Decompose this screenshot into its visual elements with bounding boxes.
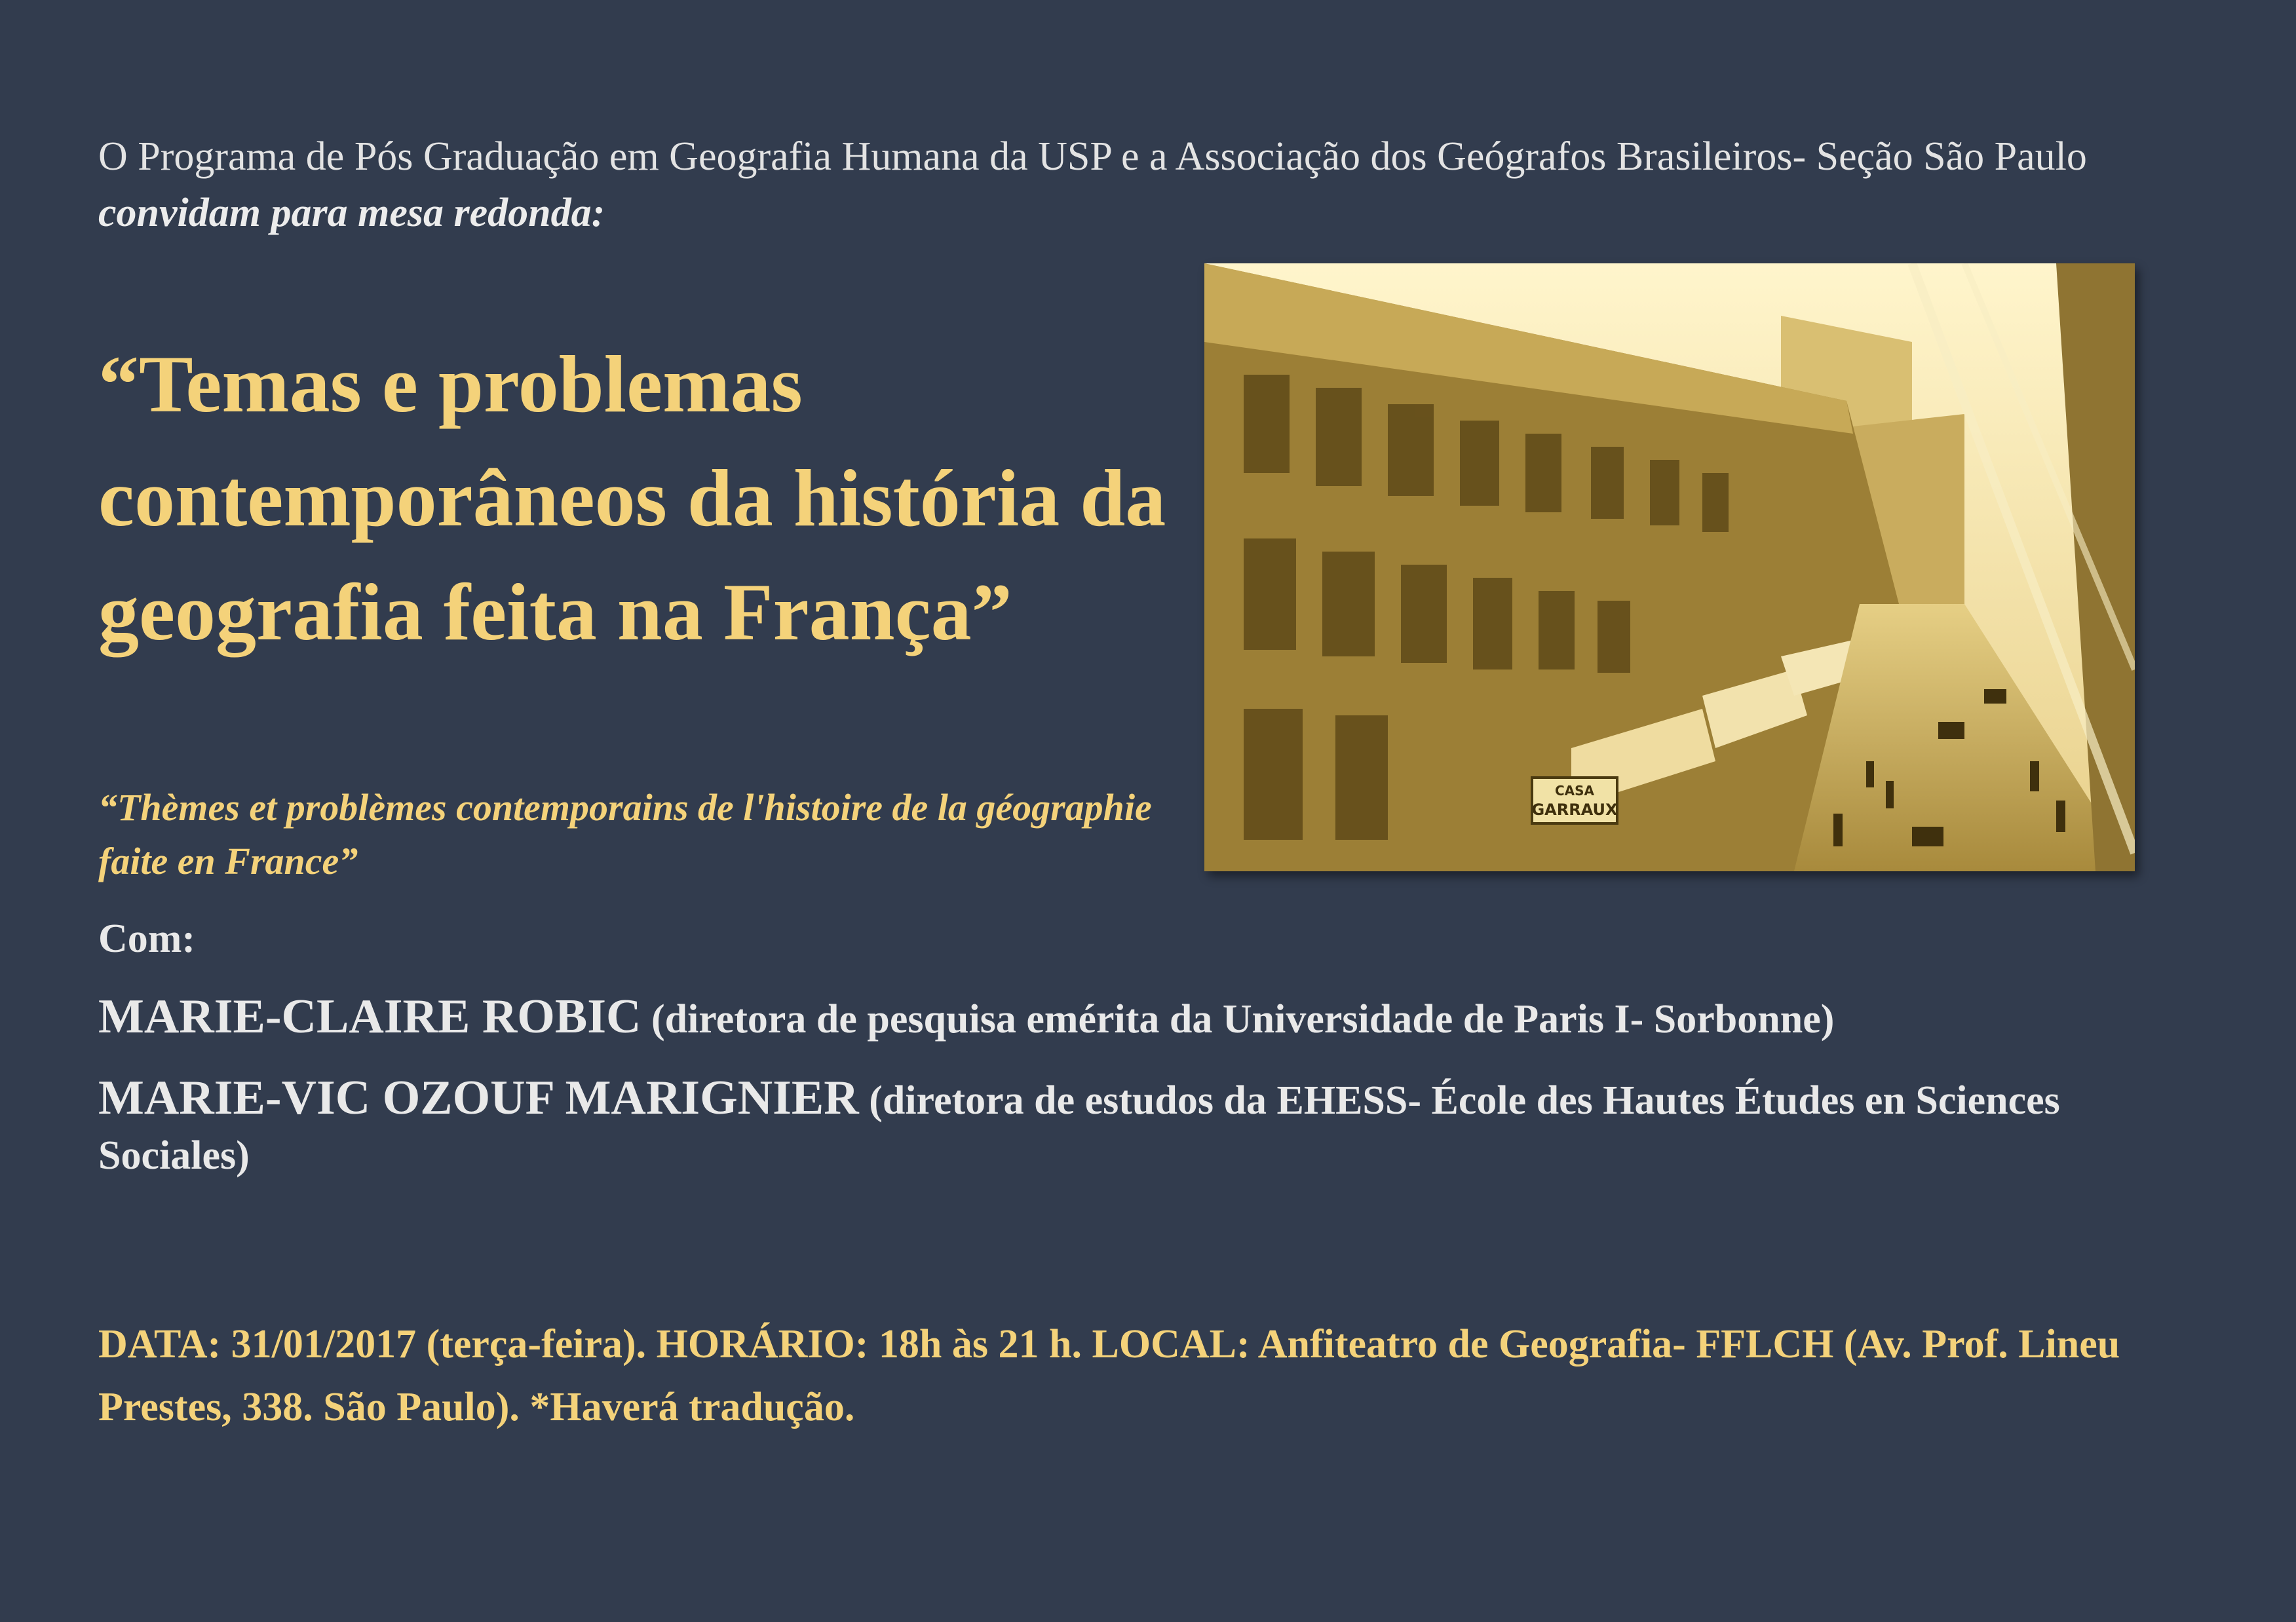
event-title: “Temas e problemas contemporâneos da história da geografia feita na França” <box>98 339 1166 657</box>
speaker-role: (diretora de pesquisa emérita da Universidade de Paris I- Sorbonne) <box>651 997 1835 1042</box>
invite-text: convidam para mesa redonda: <box>98 191 605 235</box>
event-details: DATA: 31/01/2017 (terça-feira). HORÁRIO: 18h às 21 h. LOCAL: Anfiteatro de Geografia- FFLCH (Av. Prof. Lineu Prestes, 338. São Paulo). *Haverá tradução. <box>98 1322 2120 1429</box>
speaker-name: MARIE-CLAIRE ROBIC <box>98 990 641 1044</box>
street-scene-illustration <box>1204 263 2135 871</box>
intro-paragraph <box>98 128 2215 241</box>
historic-street-photo <box>1204 263 2135 871</box>
shop-sign <box>1531 778 1618 823</box>
speaker-entry <box>98 989 2215 1047</box>
speaker-list <box>98 989 2215 1207</box>
speaker-name: MARIE-VIC OZOUF MARIGNIER <box>98 1071 859 1125</box>
speaker-entry <box>98 1070 2215 1183</box>
shop-sign-line1: CASA <box>1554 783 1595 799</box>
intro-text: O Programa de Pós Graduação em Geografia Humana da USP e a Associação dos Geógrafos Brasileiros- Seção São Paulo <box>98 134 2087 179</box>
event-subtitle-french: “Thèmes et problèmes contemporains de l'histoire de la géographie faite en France” <box>98 786 1152 882</box>
com-label: Com: <box>98 916 196 961</box>
shop-sign-line2: GARRAUX <box>1531 801 1618 819</box>
speaker-role: (diretora de estudos da EHESS- École des Hautes Études en Sciences Sociales) <box>98 1078 2060 1178</box>
